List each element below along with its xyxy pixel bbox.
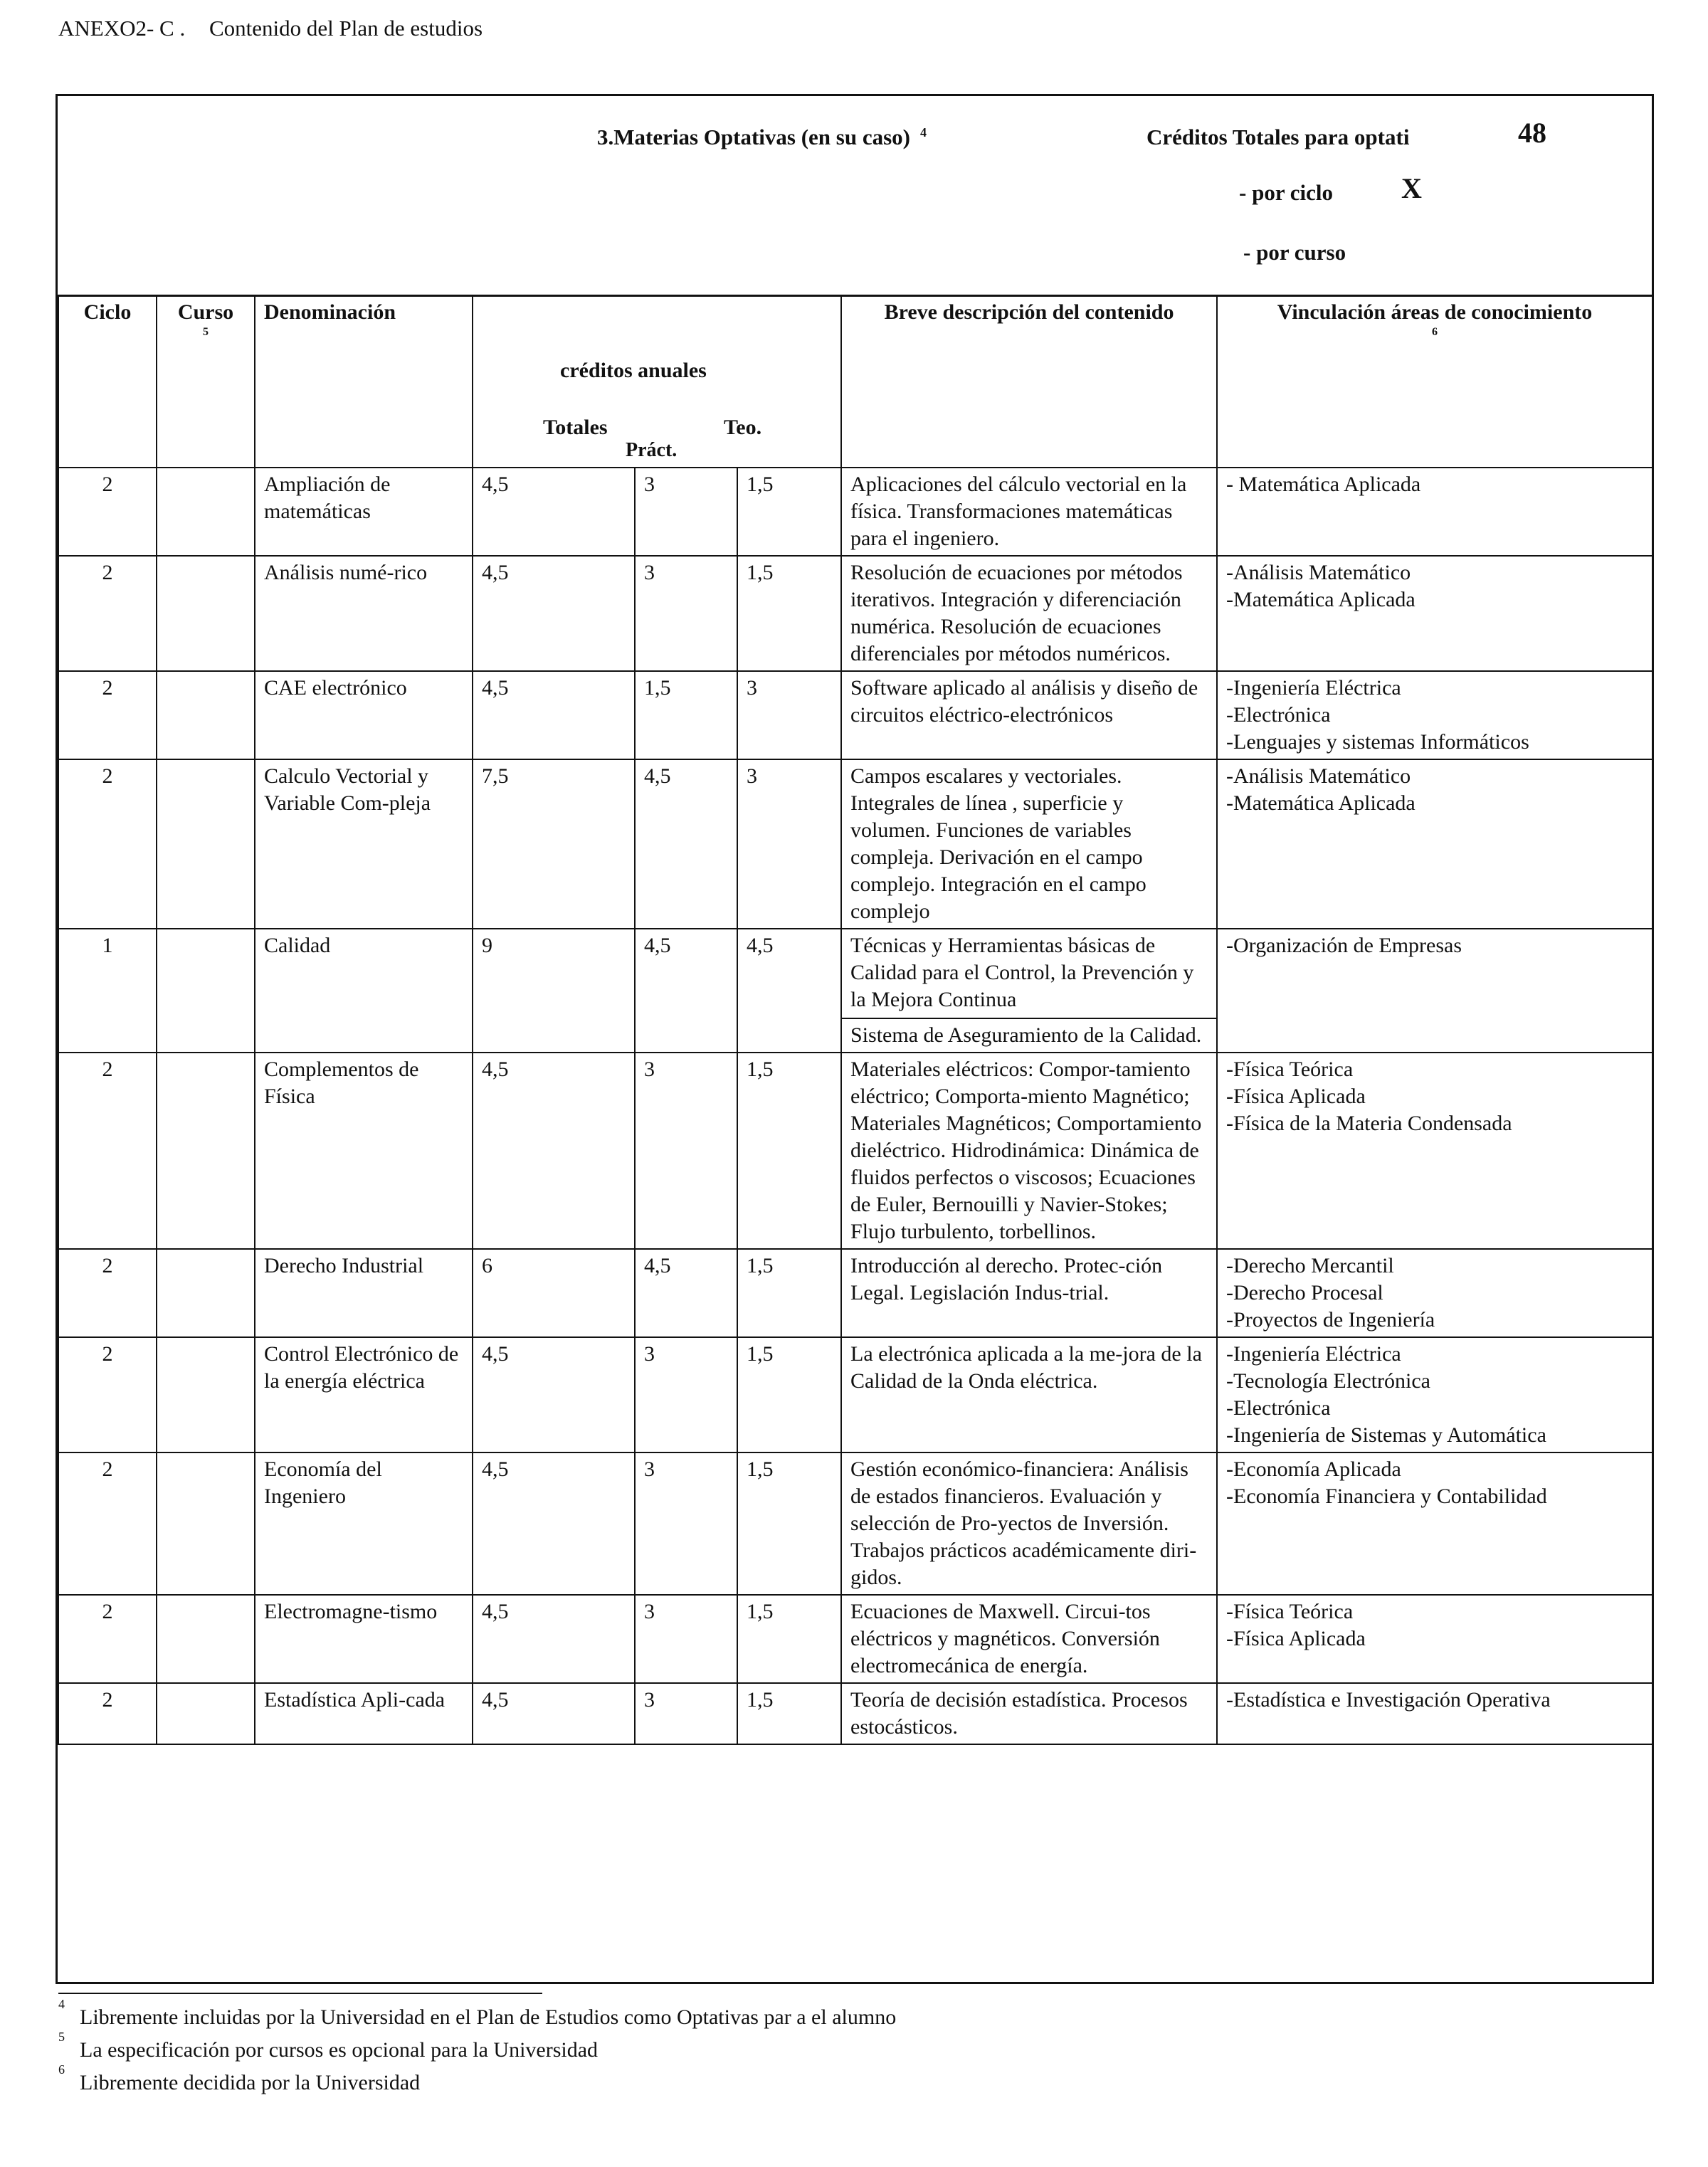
cell-denominacion: CAE electrónico <box>255 671 473 759</box>
annex-code: ANEXO2- C . <box>58 16 186 41</box>
cell-totales: 4,5 <box>473 1337 635 1452</box>
cell-pract: 4,5 <box>737 929 841 1053</box>
por-ciclo-value: X <box>1401 172 1422 204</box>
cell-curso <box>157 1249 255 1337</box>
cell-denominacion: Estadística Apli-cada <box>255 1683 473 1744</box>
cell-ciclo: 2 <box>58 556 157 671</box>
cell-descripcion: Resolución de ecuaciones por métodos iterativos. Integración y diferenciación numérica. Resolución de ecuaciones diferenciales por métodos numéricos. <box>841 556 1217 671</box>
cell-descripcion: Aplicaciones del cálculo vectorial en la física. Transformaciones matemáticas para el ingeniero. <box>841 468 1217 556</box>
cell-teo: 3 <box>635 556 737 671</box>
cell-curso <box>157 759 255 929</box>
cell-totales: 6 <box>473 1249 635 1337</box>
section-title: 3.Materias Optativas (en su caso) $^4$ <box>597 125 927 149</box>
document-title: Contenido del Plan de estudios <box>209 16 483 41</box>
cell-curso <box>157 1595 255 1683</box>
credits-value: 48 <box>1518 117 1546 149</box>
cell-denominacion: Calidad <box>255 929 473 1053</box>
cell-denominacion: Control Electrónico de la energía eléctrica <box>255 1337 473 1452</box>
cell-totales: 4,5 <box>473 556 635 671</box>
footnote-rule <box>58 1993 542 1994</box>
cell-totales: 4,5 <box>473 1053 635 1249</box>
cell-descripcion: La electrónica aplicada a la me-jora de la Calidad de la Onda eléctrica. <box>841 1337 1217 1452</box>
cell-curso <box>157 468 255 556</box>
cell-ciclo: 2 <box>58 759 157 929</box>
cell-descripcion: Software aplicado al análisis y diseño de circuitos eléctrico-electrónicos <box>841 671 1217 759</box>
cell-totales: 7,5 <box>473 759 635 929</box>
cell-ciclo: 2 <box>58 1249 157 1337</box>
cell-teo: 4,5 <box>635 929 737 1053</box>
cell-pract: 1,5 <box>737 1249 841 1337</box>
cell-denominacion: Economía del Ingeniero <box>255 1452 473 1595</box>
cell-totales: 4,5 <box>473 468 635 556</box>
cell-ciclo: 2 <box>58 1337 157 1452</box>
col-curso: Curso 5 <box>157 295 255 468</box>
footnote-ref: 5 <box>203 326 209 338</box>
por-curso-label: - por curso <box>1243 240 1346 265</box>
cell-curso <box>157 1683 255 1744</box>
cell-totales: 4,5 <box>473 671 635 759</box>
cell-vinculacion: -Economía Aplicada -Economía Financiera y Contabilidad <box>1217 1452 1652 1595</box>
col-teo: Teo. <box>724 416 762 439</box>
cell-denominacion: Derecho Industrial <box>255 1249 473 1337</box>
cell-vinculacion: - Matemática Aplicada <box>1217 468 1652 556</box>
cell-teo: 1,5 <box>635 671 737 759</box>
cell-ciclo: 2 <box>58 1053 157 1249</box>
footnote-ref: 4 <box>919 125 927 139</box>
creditos-title: créditos anuales <box>560 359 707 382</box>
cell-ciclo: 2 <box>58 1683 157 1744</box>
cell-vinculacion: -Estadística e Investigación Operativa <box>1217 1683 1652 1744</box>
subjects-table <box>58 295 1653 1745</box>
cell-curso <box>157 1452 255 1595</box>
cell-totales: 4,5 <box>473 1452 635 1595</box>
cell-pract: 1,5 <box>737 468 841 556</box>
cell-pract: 1,5 <box>737 1452 841 1595</box>
cell-totales: 4,5 <box>473 1683 635 1744</box>
cell-ciclo: 2 <box>58 1595 157 1683</box>
cell-vinculacion: -Organización de Empresas <box>1217 929 1652 1053</box>
col-vinculacion: Vinculación áreas de conocimiento 6 <box>1217 295 1652 468</box>
document-header <box>58 16 483 41</box>
cell-denominacion: Ampliación de matemáticas <box>255 468 473 556</box>
footnote: 4 Libremente incluidas por la Universidad en el Plan de Estudios como Optativas par a el alumno <box>58 1997 897 2029</box>
cell-teo: 3 <box>635 1337 737 1452</box>
cell-pract: 3 <box>737 671 841 759</box>
table-row <box>58 1337 1652 1452</box>
col-pract: Práct. <box>626 439 678 461</box>
cell-vinculacion: -Derecho Mercantil -Derecho Procesal -Proyectos de Ingeniería <box>1217 1249 1652 1337</box>
cell-teo: 4,5 <box>635 1249 737 1337</box>
cell-denominacion: Análisis numé-rico <box>255 556 473 671</box>
cell-descripcion: Teoría de decisión estadística. Procesos estocásticos. <box>841 1683 1217 1744</box>
cell-denominacion: Calculo Vectorial y Variable Com-pleja <box>255 759 473 929</box>
cell-descripcion-extra: Sistema de Aseguramiento de la Calidad. <box>842 1018 1216 1049</box>
cell-denominacion: Complementos de Física <box>255 1053 473 1249</box>
table-row <box>58 671 1652 759</box>
cell-vinculacion: -Física Teórica -Física Aplicada <box>1217 1595 1652 1683</box>
cell-curso <box>157 671 255 759</box>
cell-teo: 3 <box>635 1053 737 1249</box>
cell-totales: 9 <box>473 929 635 1053</box>
cell-vinculacion: -Análisis Matemático -Matemática Aplicada <box>1217 759 1652 929</box>
col-descripcion: Breve descripción del contenido <box>841 295 1217 468</box>
table-row <box>58 1595 1652 1683</box>
cell-vinculacion: -Física Teórica -Física Aplicada -Física de la Materia Condensada <box>1217 1053 1652 1249</box>
plan-table-frame <box>56 94 1654 1984</box>
cell-descripcion: Introducción al derecho. Protec-ción Legal. Legislación Indus-trial. <box>841 1249 1217 1337</box>
cell-pract: 1,5 <box>737 1053 841 1249</box>
cell-curso <box>157 1337 255 1452</box>
table-row <box>58 1452 1652 1595</box>
cell-curso <box>157 929 255 1053</box>
cell-descripcion: Técnicas y Herramientas básicas de Calidad para el Control, la Prevención y la Mejora Continua Sistema de Aseguramiento de la Calidad. <box>841 929 1217 1053</box>
cell-pract: 1,5 <box>737 1595 841 1683</box>
cell-pract: 1,5 <box>737 1337 841 1452</box>
col-creditos <box>473 295 841 468</box>
cell-pract: 3 <box>737 759 841 929</box>
por-ciclo-label: - por ciclo <box>1239 180 1334 205</box>
cell-vinculacion: -Ingeniería Eléctrica -Tecnología Electrónica -Electrónica -Ingeniería de Sistemas y Automática <box>1217 1337 1652 1452</box>
cell-teo: 3 <box>635 1452 737 1595</box>
cell-curso <box>157 1053 255 1249</box>
cell-pract: 1,5 <box>737 1683 841 1744</box>
cell-ciclo: 2 <box>58 671 157 759</box>
cell-denominacion: Electromagne-tismo <box>255 1595 473 1683</box>
table-row <box>58 759 1652 929</box>
header-row <box>58 295 1652 468</box>
cell-vinculacion: -Ingeniería Eléctrica -Electrónica -Lenguajes y sistemas Informáticos <box>1217 671 1652 759</box>
cell-descripcion: Ecuaciones de Maxwell. Circui-tos eléctricos y magnéticos. Conversión electromecánica de energía. <box>841 1595 1217 1683</box>
cell-teo: 3 <box>635 1683 737 1744</box>
cell-vinculacion: -Análisis Matemático -Matemática Aplicada <box>1217 556 1652 671</box>
cell-ciclo: 1 <box>58 929 157 1053</box>
cell-totales: 4,5 <box>473 1595 635 1683</box>
table-row <box>58 468 1652 556</box>
cell-ciclo: 2 <box>58 1452 157 1595</box>
col-denominacion: Denominación <box>255 295 473 468</box>
table-row <box>58 556 1652 671</box>
credits-label: Créditos Totales para optati <box>1146 125 1410 149</box>
banner <box>58 96 1652 297</box>
table-row <box>58 929 1652 1053</box>
col-ciclo: Ciclo <box>58 295 157 468</box>
cell-teo: 4,5 <box>635 759 737 929</box>
cell-pract: 1,5 <box>737 556 841 671</box>
cell-descripcion: Materiales eléctricos: Compor-tamiento eléctrico; Comporta-miento Magnético; Materiales Magnéticos; Comportamiento dieléctrico. Hidrodinámica: Dinámica de fluidos perfectos o viscosos; Ecuaciones de Euler, Bernouilli y Navier-Stokes; Flujo turbulento, torbellinos. <box>841 1053 1217 1249</box>
cell-teo: 3 <box>635 1595 737 1683</box>
cell-descripcion: Campos escalares y vectoriales. Integrales de línea , superficie y volumen. Funciones de variables compleja. Derivación en el campo complejo. Integración en el campo complejo <box>841 759 1217 929</box>
cell-descripcion: Gestión económico-financiera: Análisis de estados financieros. Evaluación y selección de Pro-yectos de Inversión. Trabajos prácticos académicamente diri-gidos. <box>841 1452 1217 1595</box>
footnotes <box>58 1993 896 2104</box>
col-totales: Totales <box>543 416 608 439</box>
cell-teo: 3 <box>635 468 737 556</box>
table-row <box>58 1683 1652 1744</box>
table-row <box>58 1053 1652 1249</box>
cell-curso <box>157 556 255 671</box>
footnote: 6 Libremente decidida por la Universidad <box>58 2062 421 2094</box>
table-row <box>58 1249 1652 1337</box>
footnote: 5 La especificación por cursos es opcional para la Universidad <box>58 2030 599 2062</box>
footnote-ref: 6 <box>1432 326 1438 338</box>
cell-ciclo: 2 <box>58 468 157 556</box>
